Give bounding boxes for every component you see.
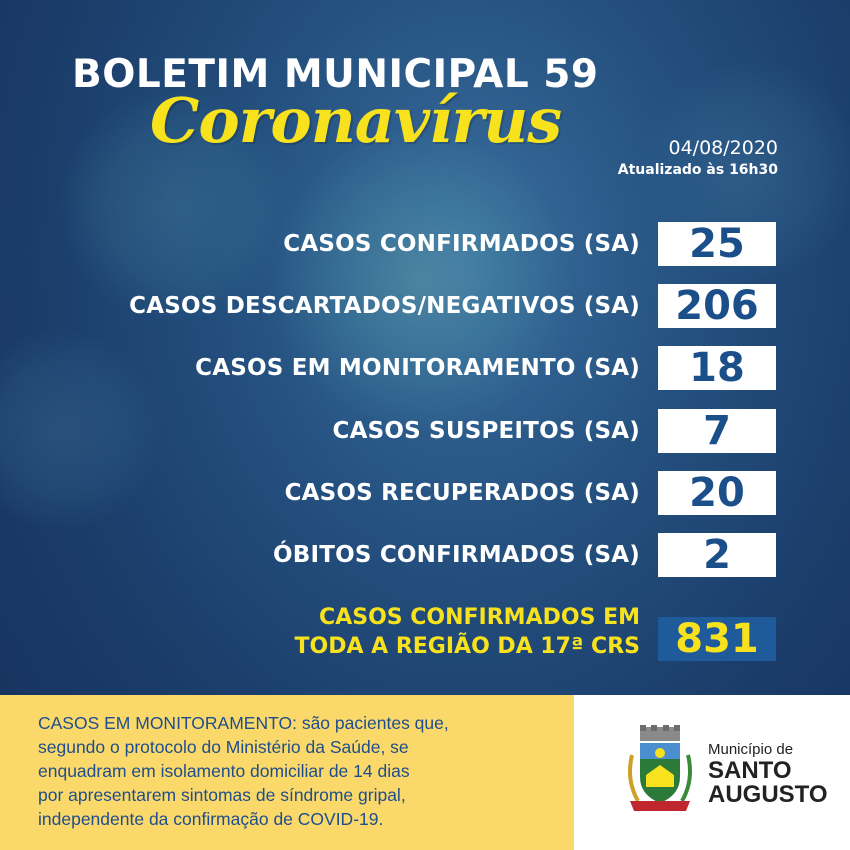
logo-municipality-name [708,759,828,807]
stat-row-recovered [0,471,850,515]
note-line: segundo o protocolo do Ministério da Saúde, se [38,737,409,757]
stat-row-suspected [0,409,850,453]
stat-row-monitoring [0,346,850,390]
bulletin-title: BOLETIM MUNICIPAL 59 [72,52,599,97]
stat-row-confirmed [0,222,850,266]
stat-value: 20 [658,471,776,515]
stat-label: CASOS CONFIRMADOS (SA) [283,231,640,257]
bulletin-subtitle: Coronavírus [150,84,562,157]
note-line: enquadram em isolamento domiciliar de 14 dias [38,761,410,781]
stat-label: CASOS EM MONITORAMENTO (SA) [195,355,640,381]
region-label [294,603,640,661]
note-line: CASOS EM MONITORAMENTO: são pacientes que, [38,713,449,733]
stat-label: CASOS RECUPERADOS (SA) [284,480,640,506]
stat-value: 7 [658,409,776,453]
stat-label: CASOS SUSPEITOS (SA) [332,418,640,444]
coat-of-arms-icon [624,725,696,815]
region-value: 831 [658,617,776,661]
note-line: independente da confirmação de COVID-19. [38,809,384,829]
stat-value: 2 [658,533,776,577]
monitoring-definition-note [0,695,574,850]
logo-municipality-caption: Município de [708,741,794,758]
stat-row-deaths [0,533,850,577]
region-label-line1: CASOS CONFIRMADOS EM [319,605,640,630]
bulletin-date: 04/08/2020 [668,137,778,159]
logo-name-line2: AUGUSTO [708,781,828,808]
note-line: por apresentarem sintomas de síndrome gripal, [38,785,406,805]
region-label-line2: TODA A REGIÃO DA 17ª CRS [294,634,640,659]
stat-label: ÓBITOS CONFIRMADOS (SA) [272,542,640,568]
municipality-logo [574,695,850,850]
stat-label: CASOS DESCARTADOS/NEGATIVOS (SA) [129,293,640,319]
bulletin-updated-time: Atualizado às 16h30 [617,162,778,178]
stat-row-discarded [0,284,850,328]
stat-value: 206 [658,284,776,328]
stat-value: 25 [658,222,776,266]
logo-name-line1: SANTO [708,757,792,784]
stat-value: 18 [658,346,776,390]
